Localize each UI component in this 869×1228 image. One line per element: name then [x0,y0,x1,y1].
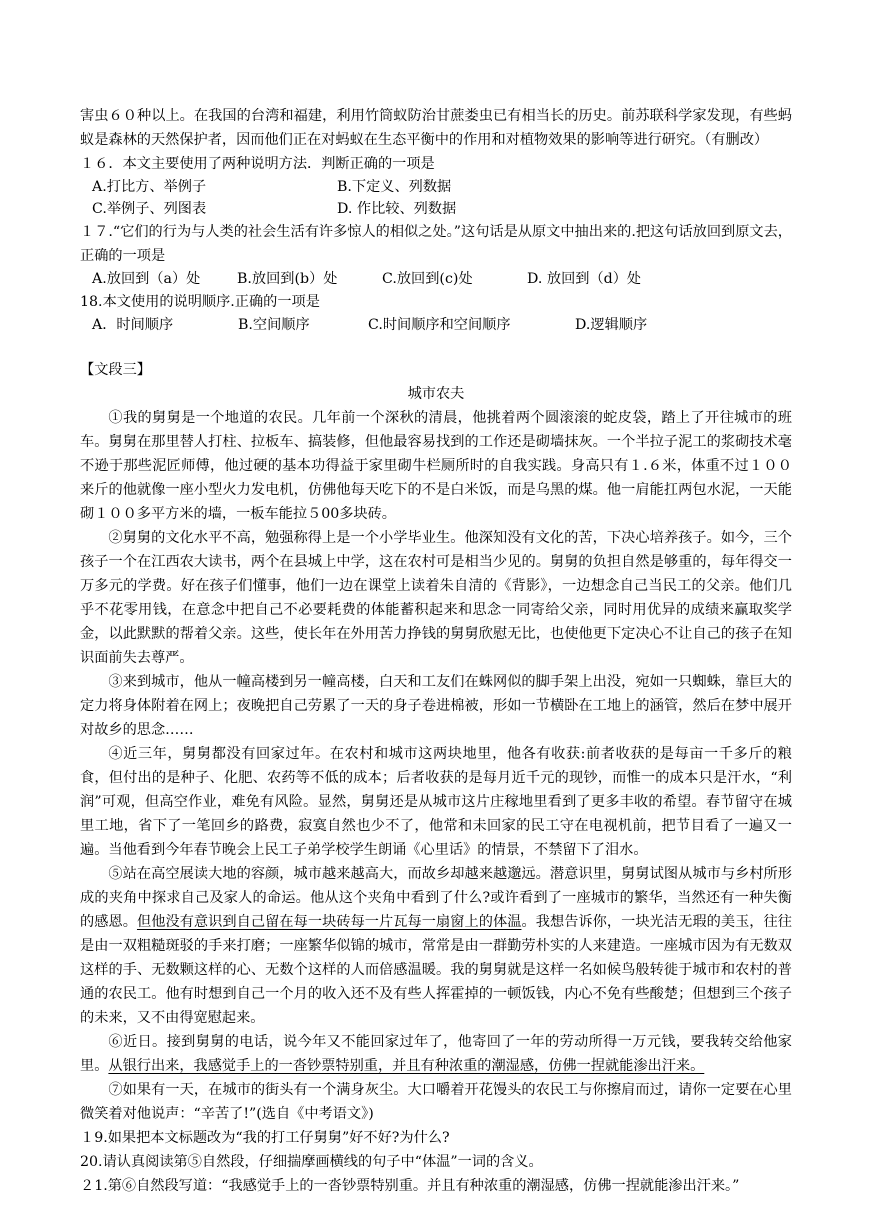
option-18-d: D.逻辑顺序 [575,317,648,333]
article-paragraph-6 [80,1030,792,1078]
question-20: 20.请认真阅读第⑤自然段，仔细揣摩画横线的句子中“体温”一词的含义。 [80,1154,543,1170]
option-17-d: D. 放回到（d）处 [527,271,642,287]
question-21: ２1.第⑥自然段写道：“我感觉手上的一沓钞票特别重。并且有种浓重的潮湿感，仿佛一捏就能渗出汗来。” [80,1178,740,1194]
article-paragraph-7: ⑦如果有一天，在城市的街头有一个满身灰尘。大口嚼着开花馒头的农民工与你擦肩而过，请你一定要在心里微笑着对他说声：“辛苦了!”(选自《中考语文》) [80,1082,792,1122]
article-paragraph-1: ①我的舅舅是一个地道的农民。几年前一个深秋的清晨，他挑着两个圆滚滚的蛇皮袋，踏上了开往城市的班车。舅舅在那里替人打柱、拉板车、搞装修，但他最容易找到的工作还是砌墙抹灰。一个半拉子泥工的浆砌技术毫不逊于那些泥匠师傅，他过硬的基本功得益于家里砌牛栏厕所时的自我实践。身高只有１.６米，体重不过１００来斤的他就像一座小型火力发电机，仿佛他每天吃下的不是白米饭，而是乌黑的煤。他一肩能扛两包水泥，一天能砌１００多平方米的墙，一板车能拉５00多块砖。 [80,410,792,522]
underlined-sentence-money: 从银行出来，我感觉手上的一沓钞票特别重，并且有种浓重的潮湿感，仿佛一捏就能渗出汗来。 [108,1058,705,1074]
option-16-c: C.举例子、列图表 [92,201,207,217]
article-paragraph-2: ②舅舅的文化水平不高，勉强称得上是一个小学毕业生。他深知没有文化的苦，下决心培养孩子。如今，三个孩子一个在江西农大读书，两个在县城上中学，这在农村可是相当少见的。舅舅的负担自然是够重的，每年得交一万多元的学费。好在孩子们懂事，他们一边在课堂上读着朱自清的《背影》，一边想念自己当民工的父亲。他们几乎不花零用钱，在意念中把自己不必要耗费的体能蓄积起来和思念一同寄给父亲，同时用优异的成绩来赢取奖学金，以此默默的帮着父亲。这些，使长年在外用苦力挣钱的舅舅欣慰无比，也使他更下定决心不让自己的孩子在知识面前失去尊严。 [80,530,792,666]
question-16-stem: １６．本文主要使用了两种说明方法．判断正确的一项是 [80,156,435,172]
option-17-a: A.放回到（a）处 [92,271,201,287]
exam-page [80,104,792,1198]
question-17-stem: １７.“它们的行为与人类的社会生活有许多惊人的相似之处。”这句话是从原文中抽出来的.把这句话放回到原文去，正确的一项是 [80,224,792,264]
option-18-b: B.空间顺序 [238,317,310,333]
option-16-d: D. 作比较、列数据 [337,201,457,217]
question-18-options [80,314,792,336]
article-paragraph-4: ④近三年，舅舅都没有回家过年。在农村和城市这两块地里，他各有收获:前者收获的是每亩一千多斤的粮食，但付出的是种子、化肥、农药等不低的成本；后者收获的是每月近千元的现钞，而惟一的成本只是汗水，“利润”可观，但高空作业，难免有风险。显然，舅舅还是从城市这片庄稼地里看到了更多丰收的希望。春节留守在城里工地，省下了一笔回乡的路费，寂寞自然也少不了，他常和未回家的民工守在电视机前，把节目看了一遍又一遍。当他看到今年春节晚会上民工子弟学校学生朗诵《心里话》的情景，不禁留下了泪水。 [80,746,792,858]
option-18-c: C.时间顺序和空间顺序 [368,317,511,333]
question-19: １9.如果把本文标题改为“我的打工仔舅舅”好不好?为什么? [80,1130,450,1146]
question-16-options-row2 [80,198,792,220]
option-17-b: B.放回到(b）处 [237,271,338,287]
question-17-options [80,268,792,290]
article-paragraph-3: ③来到城市，他从一幢高楼到另一幢高楼，白天和工友们在蛛网似的脚手架上出没，宛如一只蜘蛛，靠巨大的定力将身体附着在网上；夜晚把自己劳累了一天的身子卷进棉被，形如一节横卧在工地上的涵管，然后在梦中展开对故乡的思念…… [80,674,792,738]
question-16-options-row1 [80,176,792,198]
option-18-a: A．时间顺序 [92,317,174,333]
article-paragraph-5 [80,862,792,1030]
paragraph-5-text-end: 。我想告诉你，一块光洁无瑕的美玉，往往是由一双粗糙斑驳的手来打磨；一座繁华似锦的城市，常常是由一群勤劳朴实的人来建造。一座城市因为有无数双这样的手、无数颗这样的心、无数个这样的人而倍感温暖。我的舅舅就是这样一名如候鸟般转徙于城市和农村的普通的农民工。他有时想到自己一个月的收入还不及有些人挥霍掉的一顿饭钱，内心不免有些酸楚；但想到三个孩子的未来，又不由得宽慰起来。 [80,914,792,1026]
option-16-b: B.下定义、列数据 [337,179,452,195]
paragraph-6-text-start: ⑥近日。接到舅舅的电话，说今年又不能回家过年了，他寄回了一年的劳动所得一万元钱，要我转交给他家里。 [80,1034,792,1074]
underlined-sentence-body-warmth: 但他没有意识到自己留在每一块砖每一片瓦每一扇窗上的体温 [136,914,522,930]
question-18-stem: 18.本文使用的说明顺序.正确的一项是 [80,294,320,310]
option-17-c: C.放回到(c)处 [382,271,473,287]
article-title: 城市农夫 [407,386,465,402]
paragraph-5-text-start: ⑤站在高空展读大地的容颜，城市越来越高大，而故乡却越来越邈远。潜意识里，舅舅试图从城市与乡村所形成的夹角中探求自己及家人的命运。他从这个夹角中看到了什么?或许看到了一座城市的繁华，当然还有一种失衡的感恩。 [80,866,792,930]
section-heading: 【文段三】 [80,362,151,378]
intro-paragraph: 害虫６０种以上。在我国的台湾和福建，利用竹筒蚁防治甘蔗娄虫已有相当长的历史。前苏联科学家发现，有些蚂蚁是森林的天然保护者，因而他们正在对蚂蚁在生态平衡中的作用和对植物效果的影响等进行研究。（有删改） [80,108,792,148]
option-16-a: A.打比方、举例子 [92,179,207,195]
